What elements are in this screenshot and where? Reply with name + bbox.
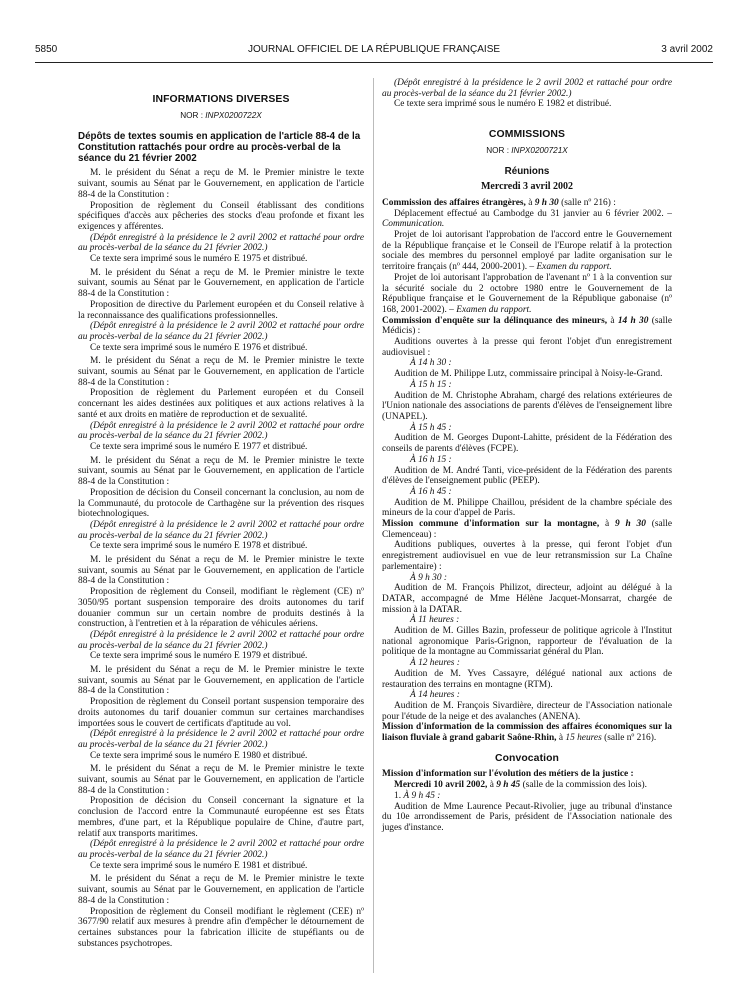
entry-e1976: [78, 268, 364, 354]
nor-label: NOR :: [180, 110, 203, 120]
entry-printed: Ce texte sera imprimé sous le numéro E 1977 et distribué.: [90, 441, 308, 452]
entry-intro: M. le président du Sénat a reçu de M. le Premier ministre le texte suivant, soumis au Sénat par le Gouvernement, en application de l'article 88-4 de la Constitution :: [78, 665, 364, 697]
column-divider: [373, 78, 374, 973]
entry-intro: M. le président du Sénat a reçu de M. le Premier ministre le texte suivant, soumis au Sénat par le Gouvernement, en application de l'article 88-4 de la Constitution :: [78, 455, 364, 488]
entry-deposit: (Dépôt enregistré à la présidence le 2 avril 2002 et rattaché pour ordre au procès-verbal de la séance du 21 février 2002.): [78, 519, 364, 541]
audition-time: À 16 h 15 :: [410, 454, 452, 465]
audition-text: Audition de M. Georges Dupont-Lahitte, président de la Fédération des conseils de parents d'élèves (FCPE).: [382, 433, 672, 455]
commission-foreign-affairs: Commission des affaires étrangères, à 9 h 30 (salle nº 216) :: [382, 197, 616, 208]
audition-time: À 14 heures :: [410, 690, 460, 701]
meeting-room: (salle de la commission des lois).: [522, 780, 648, 791]
agenda-item: Projet de loi autorisant l'approbation de l'accord entre le Gouvernement de la République française et le Conseil de l'Europe relatif à la protection sociale des membres du personnel employé par ladite organisation sur le territoire français (nº 444, 2000-2001). – Examen du rapport.: [382, 230, 672, 273]
meeting-time: 9 h 30: [534, 197, 559, 208]
left-column: [78, 78, 364, 952]
issue-date: 3 avril 2002: [661, 44, 713, 55]
agenda-item: Déplacement effectué au Cambodge du 31 janvier au 6 février 2002. – Communication.: [382, 208, 672, 230]
meeting-time: 9 h 45: [496, 780, 521, 791]
entry-intro: M. le président du Sénat a reçu de M. le Premier ministre le texte suivant, soumis au Sénat par le Gouvernement, en application de l'article 88-4 de la Constitution :: [78, 874, 364, 906]
entry-text: Proposition de règlement du Parlement européen et du Conseil concernant les aides destinées aux politiques et aux actions relatives à la santé et aux droits en matière de reproduction et de sexualité.: [78, 388, 364, 420]
entry-text: Proposition de règlement du Conseil, modifiant le règlement (CE) nº 3050/95 portant suspension temporaire des droits autonomes du tarif douanier commun sur un certain nombre de produits destinés à la construction, à l'entretien et à la réparation de véhicules aériens.: [78, 587, 364, 630]
nor-label: NOR :: [486, 145, 509, 155]
audition-time: À 15 h 15 :: [410, 379, 452, 390]
meeting-day: Mercredi 3 avril 2002: [480, 181, 574, 193]
commission-name: Commission d'enquête sur la délinquance des mineurs,: [382, 315, 608, 326]
entry-deposit: (Dépôt enregistré à la présidence le 2 avril 2002 et rattaché pour ordre au procès-verbal de la séance du 21 février 2002.): [78, 420, 364, 442]
entry-text: Proposition de décision du Conseil concernant la signature et la conclusion de l'accord entre la Communauté européenne est ses États membres, d'une part, et la République populaire de Chine, d'autre part, relatif aux transports maritimes.: [78, 796, 364, 839]
agenda-item: Projet de loi autorisant l'approbation de l'avenant nº 1 à la convention sur la sécurité sociale du 2 octobre 1980 entre le Gouvernement de la République française et le Gouvernement de la République gabonaise (nº 168, 2001-2002). – Examen du rapport.: [382, 272, 672, 315]
header-rule: [35, 62, 713, 63]
convocation-date-line: Mercredi 10 avril 2002, à 9 h 45 (salle de la commission des lois).: [394, 780, 648, 791]
section-title: COMMISSIONS: [488, 129, 566, 141]
deposits-heading: Dépôts de textes soumis en application de l'article 88-4 de la Constitution rattachés pour ordre au procès-verbal de la séance du 21 février 2002: [78, 131, 361, 165]
entry-text: Proposition de règlement du Conseil modifiant le règlement (CEE) nº 3677/90 relatif aux mesures à prendre afin d'empêcher le détournement de certaines substances pour la fabrication illicite de stupéfiants ou de substances psychotropes.: [78, 906, 364, 949]
entry-intro: M. le président du Sénat a reçu de M. le Premier ministre le texte suivant, soumis au Sénat par le Gouvernement, en application de l'article 88-4 de la Constitution :: [78, 764, 364, 796]
entry-deposit: (Dépôt enregistré à la présidence le 2 avril 2002 et rattaché pour ordre au procès-verbal de la séance du 21 février 2002.): [78, 729, 364, 750]
meeting-time: 9 h 30: [614, 519, 646, 530]
mission-mountain: Mission commune d'information sur la montagne, à 9 h 30 (salle Clemenceau) :: [382, 519, 673, 540]
entry-deposit: (Dépôt enregistré à la présidence le 2 avril 2002 et rattaché pour ordre au procès-verbal de la séance du 21 février 2002.): [78, 839, 364, 860]
entry-e1980: [78, 665, 364, 761]
meeting-room: (salle Clemenceau) :: [382, 519, 673, 540]
convocation-mission: Mission d'information sur l'évolution des métiers de la justice :: [382, 769, 634, 780]
entry-e1979: [78, 555, 364, 662]
entry-text: Proposition de règlement du Conseil établissant des conditions spécifiques d'accès aux pêcheries des stocks d'eau profonde et fixant les exigences y afférentes.: [78, 200, 364, 232]
audition-text: Audition de M. François Sivardière, directeur de l'Association nationale pour l'étude de la neige et des avalanches (ANENA).: [382, 700, 672, 722]
nor-reference: [78, 111, 364, 122]
entry-deposit: (Dépôt enregistré à la présidence le 2 avril 2002 et rattaché pour ordre au procès-verbal de la séance du 21 février 2002.): [382, 78, 672, 99]
page-header: [35, 44, 713, 58]
entry-text: Proposition de directive du Parlement européen et du Conseil relative à la reconnaissance des qualifications professionnelles.: [78, 299, 364, 321]
entry-intro: M. le président du Sénat a reçu de M. le Premier ministre le texte suivant, soumis au Sénat par le Gouvernement, en application de l'article 88-4 de la Constitution :: [78, 168, 364, 200]
meeting-room: (salle nº 216).: [604, 733, 657, 744]
audition-text: Audition de M. Philippe Chaillou, président de la chambre spéciale des mineurs de la cour d'appel de Paris.: [382, 497, 672, 519]
entry-intro: M. le président du Sénat a reçu de M. le Premier ministre le texte suivant, soumis au Sénat par le Gouvernement, en application de l'article 88-4 de la Constitution :: [78, 356, 364, 388]
audition-time: À 9 h 30 :: [410, 572, 447, 583]
entry-printed: Ce texte sera imprimé sous le numéro E 1979 et distribué.: [90, 651, 308, 662]
audition-time: À 14 h 30 :: [410, 358, 452, 369]
entry-printed: Ce texte sera imprimé sous le numéro E 1980 et distribué.: [90, 750, 308, 761]
entry-intro: M. le président du Sénat a reçu de M. le Premier ministre le texte suivant, soumis au Sénat par le Gouvernement, en application de l'article 88-4 de la Constitution :: [78, 555, 364, 587]
entry-e1981: [78, 764, 364, 871]
audition-time: À 15 h 45 :: [410, 422, 452, 433]
nor-code: INPX0200721X: [511, 145, 568, 155]
convocation-item-time: 1. À 9 h 45 :: [394, 790, 441, 801]
entry-e1978: [78, 456, 364, 552]
right-column: [382, 78, 672, 834]
commission-inquiry-minors: Commission d'enquête sur la délinquance des mineurs, à 14 h 30 (salle Médicis) :: [382, 315, 673, 337]
entry-printed: Ce texte sera imprimé sous le numéro E 1982 et distribué.: [394, 99, 612, 110]
entry-printed: Ce texte sera imprimé sous le numéro E 1978 et distribué.: [90, 541, 308, 552]
audition-text: Audition de M. Yves Cassayre, délégué national aux actions de restauration des terrains en montagne (RTM).: [382, 668, 672, 690]
entry-e1977: [78, 356, 364, 452]
entry-printed: Ce texte sera imprimé sous le numéro E 1981 et distribué.: [90, 860, 308, 871]
entry-e1975: [78, 168, 364, 264]
commission-name: Mission d'information de la commission des affaires économiques sur la liaison fluviale à grand gabarit Saône-Rhin,: [382, 722, 672, 744]
entry-printed: Ce texte sera imprimé sous le numéro E 1975 et distribué.: [90, 254, 308, 265]
meeting-room: (salle nº 216) :: [561, 197, 616, 208]
journal-title: JOURNAL OFFICIEL DE LA RÉPUBLIQUE FRANÇAISE: [247, 44, 501, 55]
agenda-intro: Auditions publiques, ouvertes à la presse, qui feront l'objet d'un enregistrement audiovisuel en vue de leur retransmission sur La Chaîne parlementaire) :: [382, 540, 672, 572]
audition-text: Audition de M. François Philizot, directeur, adjoint au délégué à la DATAR, accompagné de Mme Hélène Jacquet-Monsarrat, chargée de mission à la DATAR.: [382, 583, 672, 615]
audition-time: À 16 h 45 :: [410, 486, 452, 497]
section-title: INFORMATIONS DIVERSES: [152, 94, 290, 105]
mission-saone-rhin: Mission d'information de la commission des affaires économiques sur la liaison fluviale à grand gabarit Saône-Rhin, à 15 heures (salle nº 216).: [382, 722, 672, 744]
commission-name: Commission des affaires étrangères,: [382, 197, 526, 208]
audition-time: À 11 heures :: [410, 615, 460, 626]
subsection-title: Réunions: [504, 165, 550, 177]
commission-name: Mission commune d'information sur la montagne,: [382, 519, 600, 530]
nor-reference: [382, 146, 672, 157]
entry-deposit: (Dépôt enregistré à la présidence le 2 avril 2002 et rattaché pour ordre au procès-verbal de la séance du 21 février 2002.): [78, 232, 364, 254]
audition-text: Audition de M. Christophe Abraham, chargé des relations extérieures de l'Union nationale des associations de parents d'élèves de l'enseignement libre (UNAPEL).: [382, 390, 672, 422]
audition-text: Audition de M. Philippe Lutz, commissaire principal à Noisy-le-Grand.: [394, 369, 663, 380]
audition-text: Audition de M. André Tanti, vice-président de la Fédération des parents d'élèves de l'enseignement public (PEEP).: [382, 465, 672, 487]
entry-e1982: [78, 874, 364, 949]
meeting-room: (salle Médicis) :: [382, 315, 673, 337]
nor-code: INPX0200722X: [205, 110, 262, 120]
entry-text: Proposition de règlement du Conseil portant suspension temporaire des droits autonomes du tarif douanier commun sur certaines marchandises importées sous le couvert de certificats d'aptitude au vol.: [78, 697, 364, 729]
meeting-time: 14 h 30: [617, 315, 649, 326]
entry-deposit: (Dépôt enregistré à la présidence le 2 avril 2002 et rattaché pour ordre au procès-verbal de la séance du 21 février 2002.): [78, 629, 364, 651]
audition-text: Audition de Mme Laurence Pecaut-Rivolier, juge au tribunal d'instance du 10e arrondissement de Paris, président de l'Association nationale des juges d'instance.: [382, 801, 672, 833]
entry-printed: Ce texte sera imprimé sous le numéro E 1976 et distribué.: [90, 342, 308, 353]
entry-text: Proposition de décision du Conseil concernant la conclusion, au nom de la Communauté, du protocole de Carthagène sur la prévention des risques biotechnologiques.: [78, 487, 364, 520]
page-number: 5850: [35, 44, 58, 55]
audition-text: Audition de M. Gilles Bazin, professeur de politique agricole à l'Institut national agronomique Paris-Grignon, rapporteur de l'évaluation de la politique de la montagne au Commissariat général du Plan.: [382, 626, 672, 658]
convocation-date: Mercredi 10 avril 2002,: [394, 780, 488, 791]
entry-deposit: (Dépôt enregistré à la présidence le 2 avril 2002 et rattaché pour ordre au procès-verbal de la séance du 21 février 2002.): [78, 321, 364, 342]
audition-time: À 12 heures :: [410, 658, 460, 669]
agenda-intro: Auditions ouvertes à la presse qui feront l'objet d'un enregistrement audiovisuel :: [382, 337, 672, 358]
convocation-title: Convocation: [494, 752, 560, 764]
meeting-time: 15 heures: [565, 733, 602, 744]
entry-intro: M. le président du Sénat a reçu de M. le Premier ministre le texte suivant, soumis au Sénat par le Gouvernement, en application de l'article 88-4 de la Constitution :: [78, 267, 364, 300]
